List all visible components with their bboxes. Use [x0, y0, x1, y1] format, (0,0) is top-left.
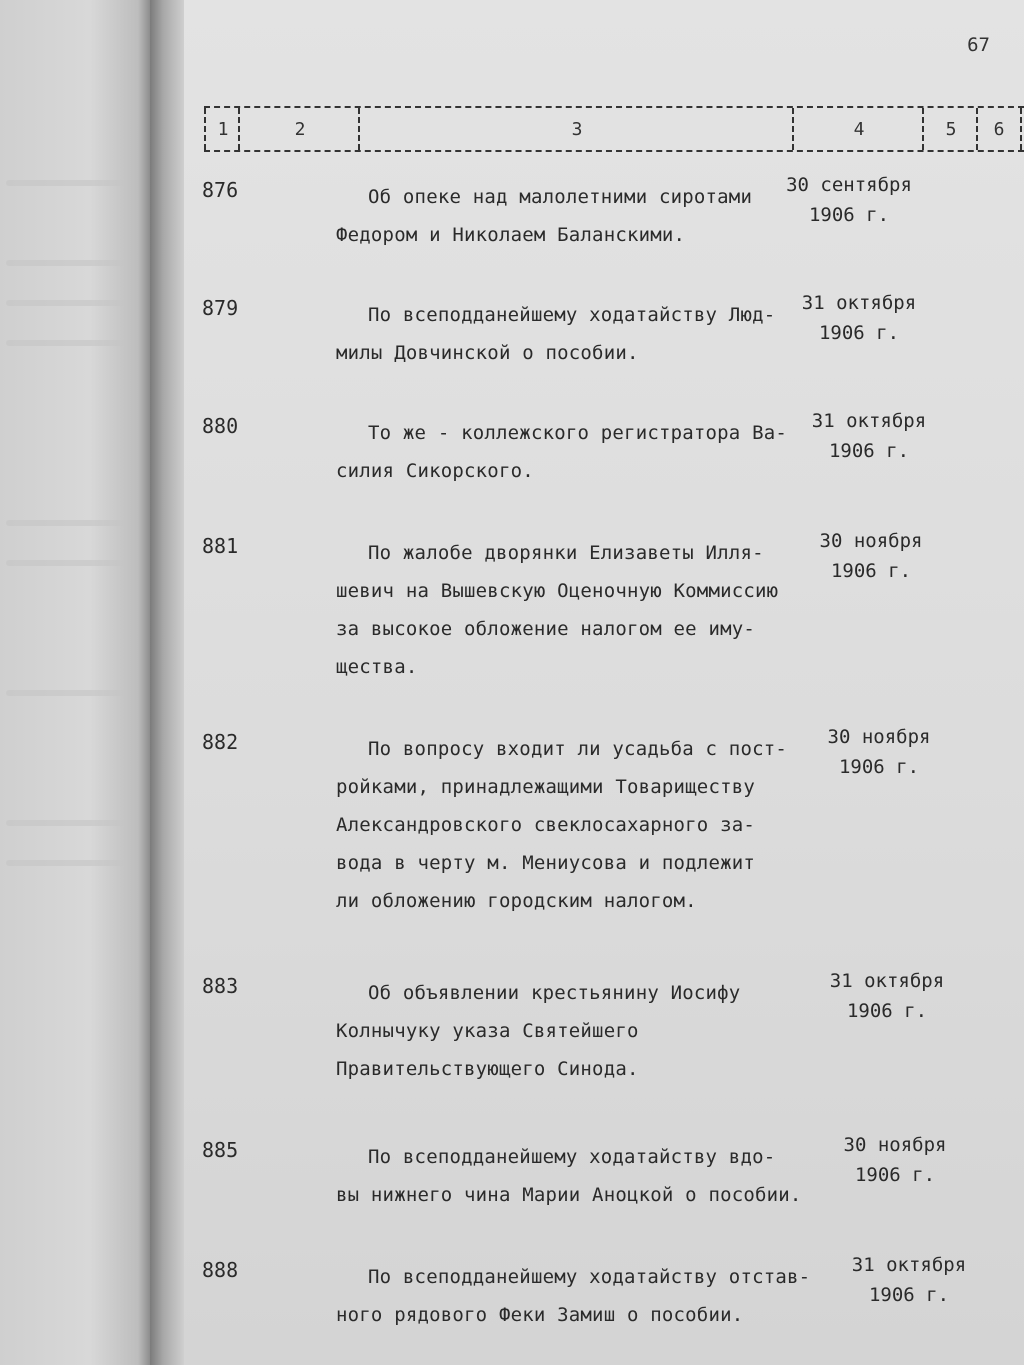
- entry-number: 885: [202, 1138, 239, 1162]
- entry-date-day-month: 31 октября: [829, 970, 945, 992]
- entry-text-line: По всеподданейшему ходатайству вдо-: [368, 1146, 776, 1168]
- column-header-row: [204, 106, 1024, 152]
- entry-date-day-month: 30 ноября: [827, 726, 931, 748]
- entry-date-year: 1906 г.: [846, 1000, 928, 1022]
- entry-text-line: силия Сикорского.: [336, 460, 534, 482]
- entry-text-line: за высокое обложение налогом ее иму-: [336, 618, 756, 640]
- entry-description: [336, 296, 786, 372]
- entry-date: [774, 170, 924, 230]
- entry-text-line: По всеподданейшему ходатайству отстав-: [368, 1266, 811, 1288]
- entry-text-line: Об опеке над малолетними сиротами: [368, 186, 753, 208]
- entry-text-line: Александровского свеклосахарного за-: [336, 814, 756, 836]
- entry-date-year: 1906 г.: [830, 560, 912, 582]
- entry-text-line: Об объявлении крестьянину Иосифу Колнычуку указа Святейшего: [336, 982, 741, 1042]
- entry-number: 876: [202, 178, 239, 202]
- faded-text-trace: [6, 520, 126, 526]
- entry-date-day-month: 30 ноября: [819, 530, 923, 552]
- entry-date-year: 1906 г.: [828, 440, 910, 462]
- faded-text-trace: [6, 260, 126, 266]
- entry-date: [794, 406, 944, 466]
- entry-date: [812, 966, 962, 1026]
- entry-date-day-month: 31 октября: [851, 1254, 967, 1276]
- entry-text-line: По жалобе дворянки Елизаветы Илля-: [368, 542, 764, 564]
- faded-text-trace: [6, 690, 126, 696]
- entry-date: [804, 722, 954, 782]
- facing-page-edge: [0, 0, 150, 1365]
- entry-date-day-month: 30 ноября: [843, 1134, 947, 1156]
- entry-text-line: Правительствующего Синода.: [336, 1058, 639, 1080]
- entry-text-line: вода в черту м. Мениусова и подлежит: [336, 852, 756, 874]
- column-header-6: 6: [976, 108, 1022, 150]
- entry-number: 880: [202, 414, 239, 438]
- entry-date: [784, 288, 934, 348]
- entry-date-year: 1906 г.: [818, 322, 900, 344]
- entry-description: [336, 730, 786, 920]
- column-header-3: 3: [358, 108, 794, 150]
- document-page: [184, 0, 1024, 1365]
- entry-text-line: Федором и Николаем Баланскими.: [336, 224, 686, 246]
- entry-description: [336, 1258, 811, 1334]
- entry-number: 881: [202, 534, 239, 558]
- entry-date: [796, 526, 946, 586]
- entry-date: [820, 1130, 970, 1190]
- entry-text-line: По вопросу входит ли усадьба с пост-: [368, 738, 788, 760]
- entry-number: 883: [202, 974, 239, 998]
- entry-text-line: вы нижнего чина Марии Аноцкой о пособии.: [336, 1184, 802, 1206]
- entry-text-line: ного рядового Феки Замиш о пособии.: [336, 1304, 744, 1326]
- page-number: 67: [967, 34, 990, 56]
- column-header-1: 1: [204, 108, 240, 150]
- faded-text-trace: [6, 180, 126, 186]
- entry-date-year: 1906 г.: [808, 204, 890, 226]
- entry-description: [336, 414, 786, 490]
- entry-text-line: То же - коллежского регистратора Ва-: [368, 422, 788, 444]
- entry-text-line: щества.: [336, 656, 418, 678]
- entry-text-line: шевич на Вышевскую Оценочную Коммиссию: [336, 580, 779, 602]
- entry-number: 879: [202, 296, 239, 320]
- entry-date-year: 1906 г.: [868, 1284, 950, 1306]
- faded-text-trace: [6, 340, 126, 346]
- faded-text-trace: [6, 560, 126, 566]
- entry-date-year: 1906 г.: [854, 1164, 936, 1186]
- entry-number: 888: [202, 1258, 239, 1282]
- entry-description: [336, 974, 776, 1088]
- faded-text-trace: [6, 860, 126, 866]
- book-gutter: [150, 0, 184, 1365]
- faded-text-trace: [6, 820, 126, 826]
- entry-description: [336, 534, 786, 686]
- entry-date-year: 1906 г.: [838, 756, 920, 778]
- column-header-2: 2: [238, 108, 360, 150]
- column-header-4: 4: [792, 108, 924, 150]
- entry-description: [336, 1138, 802, 1214]
- entry-text-line: ройками, принадлежащими Товариществу: [336, 776, 756, 798]
- entry-date-day-month: 30 сентября: [786, 174, 912, 196]
- entry-description: [336, 178, 786, 254]
- entry-text-line: ли обложению городским налогом.: [336, 890, 697, 912]
- faded-text-trace: [6, 300, 126, 306]
- entry-text-line: милы Довчинской о пособии.: [336, 342, 639, 364]
- entry-date-day-month: 31 октября: [801, 292, 917, 314]
- entry-date: [834, 1250, 984, 1310]
- entry-text-line: По всеподданейшему ходатайству Люд-: [368, 304, 776, 326]
- column-header-5: 5: [922, 108, 978, 150]
- entry-number: 882: [202, 730, 239, 754]
- entry-date-day-month: 31 октября: [811, 410, 927, 432]
